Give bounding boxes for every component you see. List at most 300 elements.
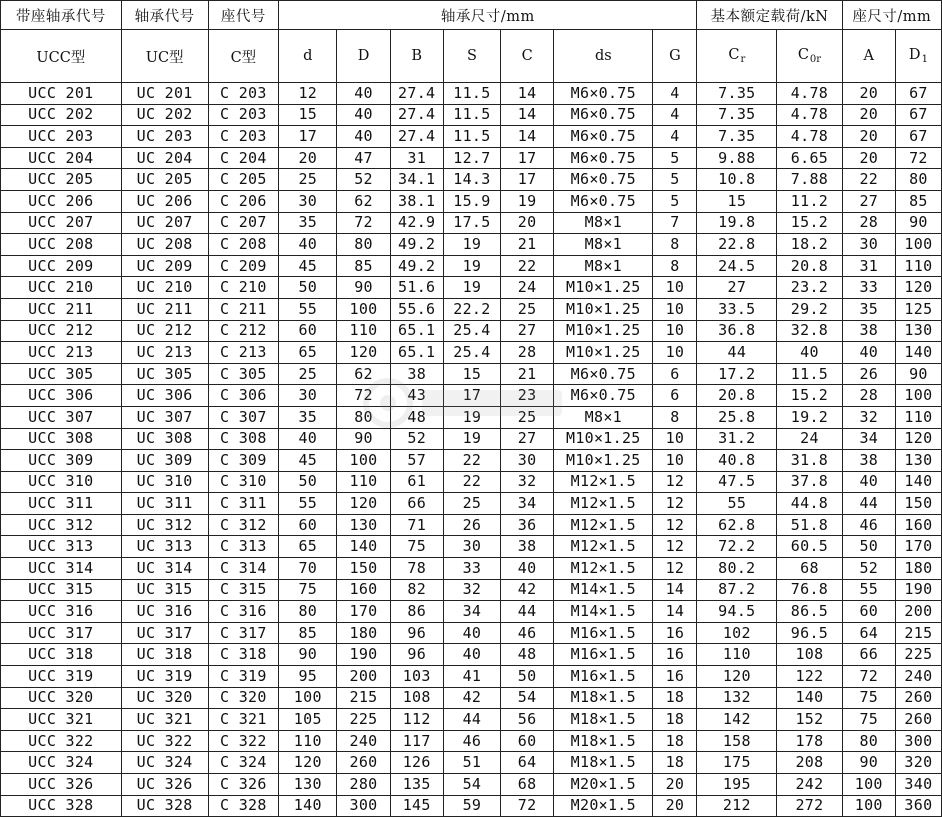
cell-G: 8	[653, 406, 697, 428]
cell-D: 140	[337, 536, 390, 558]
cell-ds: M10×1.25	[554, 277, 653, 299]
cell-Cr: 80.2	[697, 558, 777, 580]
cell-Cr: 27	[697, 277, 777, 299]
cell-ds: M12×1.5	[554, 514, 653, 536]
cell-C0r: 122	[777, 666, 842, 688]
cell-B: 61	[390, 471, 443, 493]
table-row	[1, 450, 942, 472]
cell-A: 28	[842, 212, 895, 234]
cell-ucc-code: UCC 328	[1, 795, 122, 817]
cell-B: 42.9	[390, 212, 443, 234]
table-row	[1, 190, 942, 212]
header-ucc-type: UCC型	[1, 30, 122, 83]
cell-A: 20	[842, 83, 895, 105]
cell-D: 62	[337, 363, 390, 385]
header-bearing-dimensions: 轴承尺寸/mm	[279, 1, 697, 30]
cell-D1: 150	[895, 493, 941, 515]
cell-S: 19	[443, 406, 500, 428]
cell-ds: M8×1	[554, 234, 653, 256]
cell-S: 44	[443, 709, 500, 731]
table-row	[1, 558, 942, 580]
cell-ds: M18×1.5	[554, 709, 653, 731]
cell-d: 25	[279, 363, 337, 385]
cell-Cr: 62.8	[697, 514, 777, 536]
cell-B: 38	[390, 363, 443, 385]
cell-ds: M12×1.5	[554, 536, 653, 558]
cell-B: 52	[390, 428, 443, 450]
cell-D1: 260	[895, 709, 941, 731]
cell-S: 22	[443, 450, 500, 472]
cell-c-code: C 206	[208, 190, 279, 212]
cell-ds: M6×0.75	[554, 169, 653, 191]
cell-c-code: C 310	[208, 471, 279, 493]
cell-ds: M8×1	[554, 406, 653, 428]
table-row	[1, 601, 942, 623]
cell-ucc-code: UCC 318	[1, 644, 122, 666]
cell-G: 10	[653, 342, 697, 364]
table-body	[1, 83, 942, 817]
cell-d: 130	[279, 774, 337, 796]
cell-ucc-code: UCC 206	[1, 190, 122, 212]
table-row	[1, 234, 942, 256]
cell-D: 200	[337, 666, 390, 688]
cell-c-code: C 208	[208, 234, 279, 256]
table-row	[1, 709, 942, 731]
cell-G: 10	[653, 320, 697, 342]
cell-A: 32	[842, 406, 895, 428]
cell-G: 5	[653, 190, 697, 212]
cell-B: 34.1	[390, 169, 443, 191]
table-row	[1, 255, 942, 277]
cell-c-code: C 203	[208, 83, 279, 105]
table-row	[1, 687, 942, 709]
cell-D: 225	[337, 709, 390, 731]
cell-uc-code: UC 309	[121, 450, 208, 472]
cell-c-code: C 313	[208, 536, 279, 558]
cell-G: 4	[653, 126, 697, 148]
cell-A: 27	[842, 190, 895, 212]
cell-A: 30	[842, 234, 895, 256]
cell-ds: M10×1.25	[554, 320, 653, 342]
cell-Cr: 31.2	[697, 428, 777, 450]
cell-Cr: 132	[697, 687, 777, 709]
cell-uc-code: UC 312	[121, 514, 208, 536]
cell-D1: 100	[895, 234, 941, 256]
cell-uc-code: UC 313	[121, 536, 208, 558]
cell-d: 80	[279, 601, 337, 623]
cell-Cr: 44	[697, 342, 777, 364]
cell-c-code: C 328	[208, 795, 279, 817]
cell-B: 103	[390, 666, 443, 688]
cell-d: 45	[279, 255, 337, 277]
table-row	[1, 342, 942, 364]
cell-S: 19	[443, 234, 500, 256]
cell-C: 44	[501, 601, 554, 623]
cell-D: 120	[337, 342, 390, 364]
table-row	[1, 730, 942, 752]
cell-d: 60	[279, 320, 337, 342]
cell-C: 46	[501, 622, 554, 644]
cell-B: 96	[390, 644, 443, 666]
cell-S: 54	[443, 774, 500, 796]
cell-C: 28	[501, 342, 554, 364]
cell-G: 18	[653, 687, 697, 709]
cell-S: 11.5	[443, 104, 500, 126]
cell-B: 27.4	[390, 126, 443, 148]
header-bearing-code: 轴承代号	[121, 1, 208, 30]
cell-S: 22	[443, 471, 500, 493]
cell-C: 68	[501, 774, 554, 796]
cell-B: 38.1	[390, 190, 443, 212]
cell-B: 117	[390, 730, 443, 752]
header-D1	[895, 30, 941, 83]
cell-C0r: 24	[777, 428, 842, 450]
cell-uc-code: UC 201	[121, 83, 208, 105]
cell-uc-code: UC 211	[121, 298, 208, 320]
cell-ucc-code: UCC 311	[1, 493, 122, 515]
cell-G: 4	[653, 104, 697, 126]
cell-ucc-code: UCC 210	[1, 277, 122, 299]
cell-uc-code: UC 315	[121, 579, 208, 601]
cell-S: 59	[443, 795, 500, 817]
cell-D1: 110	[895, 255, 941, 277]
cell-D: 180	[337, 622, 390, 644]
cell-S: 17.5	[443, 212, 500, 234]
cell-A: 64	[842, 622, 895, 644]
cell-ucc-code: UCC 322	[1, 730, 122, 752]
cell-S: 46	[443, 730, 500, 752]
cell-Cr: 212	[697, 795, 777, 817]
table-row	[1, 795, 942, 817]
cell-C0r: 86.5	[777, 601, 842, 623]
cell-G: 6	[653, 385, 697, 407]
cell-D1: 320	[895, 752, 941, 774]
cell-G: 12	[653, 471, 697, 493]
cell-S: 41	[443, 666, 500, 688]
cell-d: 120	[279, 752, 337, 774]
cell-D1: 80	[895, 169, 941, 191]
cell-uc-code: UC 321	[121, 709, 208, 731]
cell-Cr: 110	[697, 644, 777, 666]
cell-uc-code: UC 212	[121, 320, 208, 342]
cell-ucc-code: UCC 320	[1, 687, 122, 709]
cell-S: 25.4	[443, 342, 500, 364]
cell-Cr: 33.5	[697, 298, 777, 320]
cell-D1: 120	[895, 428, 941, 450]
cell-C: 50	[501, 666, 554, 688]
cell-D1: 125	[895, 298, 941, 320]
cell-S: 19	[443, 428, 500, 450]
cell-D: 90	[337, 428, 390, 450]
cell-A: 40	[842, 471, 895, 493]
cell-A: 31	[842, 255, 895, 277]
cell-d: 60	[279, 514, 337, 536]
cell-B: 27.4	[390, 104, 443, 126]
cell-D1: 140	[895, 471, 941, 493]
cell-D1: 130	[895, 450, 941, 472]
cell-D: 260	[337, 752, 390, 774]
cell-d: 95	[279, 666, 337, 688]
header-housing-dimensions: 座尺寸/mm	[842, 1, 941, 30]
cell-C0r: 18.2	[777, 234, 842, 256]
cell-C: 27	[501, 428, 554, 450]
cell-C0r: 76.8	[777, 579, 842, 601]
cell-S: 34	[443, 601, 500, 623]
cell-d: 17	[279, 126, 337, 148]
cell-c-code: C 203	[208, 104, 279, 126]
header-D: D	[337, 30, 390, 83]
cell-C: 17	[501, 147, 554, 169]
cell-c-code: C 316	[208, 601, 279, 623]
cell-ds: M6×0.75	[554, 83, 653, 105]
cell-B: 112	[390, 709, 443, 731]
cell-D: 52	[337, 169, 390, 191]
cell-d: 110	[279, 730, 337, 752]
cell-D: 190	[337, 644, 390, 666]
cell-ucc-code: UCC 315	[1, 579, 122, 601]
cell-D: 47	[337, 147, 390, 169]
cell-d: 85	[279, 622, 337, 644]
cell-ucc-code: UCC 203	[1, 126, 122, 148]
cell-C0r: 23.2	[777, 277, 842, 299]
cell-c-code: C 326	[208, 774, 279, 796]
cell-ds: M10×1.25	[554, 298, 653, 320]
cell-A: 20	[842, 126, 895, 148]
cell-c-code: C 307	[208, 406, 279, 428]
cell-B: 27.4	[390, 83, 443, 105]
cell-ds: M6×0.75	[554, 126, 653, 148]
cell-ucc-code: UCC 213	[1, 342, 122, 364]
cell-d: 100	[279, 687, 337, 709]
cell-A: 40	[842, 342, 895, 364]
cell-Cr: 158	[697, 730, 777, 752]
cell-C0r: 19.2	[777, 406, 842, 428]
cell-C0r: 4.78	[777, 83, 842, 105]
cell-C: 25	[501, 298, 554, 320]
cell-S: 25	[443, 493, 500, 515]
cell-B: 78	[390, 558, 443, 580]
cell-Cr: 87.2	[697, 579, 777, 601]
cell-A: 26	[842, 363, 895, 385]
cell-d: 35	[279, 406, 337, 428]
cell-A: 28	[842, 385, 895, 407]
cell-ucc-code: UCC 319	[1, 666, 122, 688]
cell-C: 14	[501, 126, 554, 148]
cell-C0r: 272	[777, 795, 842, 817]
cell-ds: M16×1.5	[554, 666, 653, 688]
cell-C0r: 108	[777, 644, 842, 666]
cell-ds: M6×0.75	[554, 104, 653, 126]
cell-c-code: C 306	[208, 385, 279, 407]
cell-C: 72	[501, 795, 554, 817]
cell-C0r: 60.5	[777, 536, 842, 558]
cell-D1: 130	[895, 320, 941, 342]
cell-C: 34	[501, 493, 554, 515]
cell-C0r: 4.78	[777, 126, 842, 148]
header-C0r-sub: 0r	[809, 54, 822, 65]
cell-S: 32	[443, 579, 500, 601]
cell-d: 12	[279, 83, 337, 105]
cell-C0r: 140	[777, 687, 842, 709]
cell-G: 20	[653, 774, 697, 796]
cell-Cr: 24.5	[697, 255, 777, 277]
cell-G: 14	[653, 579, 697, 601]
cell-A: 72	[842, 666, 895, 688]
cell-d: 65	[279, 536, 337, 558]
cell-G: 12	[653, 558, 697, 580]
cell-d: 90	[279, 644, 337, 666]
cell-D: 40	[337, 104, 390, 126]
cell-D1: 225	[895, 644, 941, 666]
cell-D1: 100	[895, 385, 941, 407]
cell-D: 90	[337, 277, 390, 299]
cell-C0r: 96.5	[777, 622, 842, 644]
cell-uc-code: UC 324	[121, 752, 208, 774]
cell-uc-code: UC 210	[121, 277, 208, 299]
cell-Cr: 72.2	[697, 536, 777, 558]
cell-Cr: 19.8	[697, 212, 777, 234]
cell-C: 54	[501, 687, 554, 709]
cell-B: 49.2	[390, 255, 443, 277]
cell-ds: M20×1.5	[554, 795, 653, 817]
cell-c-code: C 315	[208, 579, 279, 601]
table-row	[1, 147, 942, 169]
cell-G: 16	[653, 666, 697, 688]
cell-D1: 90	[895, 212, 941, 234]
cell-D1: 72	[895, 147, 941, 169]
cell-uc-code: UC 319	[121, 666, 208, 688]
cell-D: 72	[337, 385, 390, 407]
cell-c-code: C 213	[208, 342, 279, 364]
cell-c-code: C 312	[208, 514, 279, 536]
table-row	[1, 385, 942, 407]
cell-B: 55.6	[390, 298, 443, 320]
cell-uc-code: UC 205	[121, 169, 208, 191]
cell-c-code: C 319	[208, 666, 279, 688]
cell-C: 60	[501, 730, 554, 752]
cell-A: 38	[842, 450, 895, 472]
cell-d: 65	[279, 342, 337, 364]
cell-c-code: C 324	[208, 752, 279, 774]
header-housing-bearing-code: 带座轴承代号	[1, 1, 122, 30]
cell-S: 14.3	[443, 169, 500, 191]
cell-B: 96	[390, 622, 443, 644]
cell-ucc-code: UCC 316	[1, 601, 122, 623]
cell-ucc-code: UCC 209	[1, 255, 122, 277]
cell-D1: 67	[895, 126, 941, 148]
cell-A: 60	[842, 601, 895, 623]
cell-D1: 340	[895, 774, 941, 796]
cell-C0r: 20.8	[777, 255, 842, 277]
cell-G: 10	[653, 277, 697, 299]
cell-A: 33	[842, 277, 895, 299]
cell-G: 4	[653, 83, 697, 105]
cell-ucc-code: UCC 310	[1, 471, 122, 493]
cell-G: 16	[653, 644, 697, 666]
cell-ds: M14×1.5	[554, 601, 653, 623]
cell-B: 75	[390, 536, 443, 558]
cell-C: 14	[501, 83, 554, 105]
cell-d: 25	[279, 169, 337, 191]
cell-D1: 67	[895, 83, 941, 105]
cell-D: 40	[337, 83, 390, 105]
cell-ds: M8×1	[554, 212, 653, 234]
cell-G: 10	[653, 428, 697, 450]
cell-C: 30	[501, 450, 554, 472]
cell-c-code: C 211	[208, 298, 279, 320]
cell-ucc-code: UCC 212	[1, 320, 122, 342]
cell-S: 12.7	[443, 147, 500, 169]
cell-D: 110	[337, 320, 390, 342]
cell-C0r: 4.78	[777, 104, 842, 126]
cell-uc-code: UC 208	[121, 234, 208, 256]
cell-G: 5	[653, 147, 697, 169]
cell-D1: 90	[895, 363, 941, 385]
cell-D1: 200	[895, 601, 941, 623]
cell-c-code: C 321	[208, 709, 279, 731]
cell-ucc-code: UCC 312	[1, 514, 122, 536]
table-row	[1, 493, 942, 515]
cell-S: 22.2	[443, 298, 500, 320]
cell-Cr: 40.8	[697, 450, 777, 472]
cell-A: 20	[842, 147, 895, 169]
header-Cr-sub: r	[740, 54, 746, 65]
cell-d: 20	[279, 147, 337, 169]
cell-C: 38	[501, 536, 554, 558]
cell-ds: M12×1.5	[554, 558, 653, 580]
cell-ds: M12×1.5	[554, 471, 653, 493]
cell-d: 50	[279, 277, 337, 299]
cell-B: 145	[390, 795, 443, 817]
table-row	[1, 104, 942, 126]
cell-ds: M18×1.5	[554, 752, 653, 774]
header-basic-load-rating: 基本额定载荷/kN	[697, 1, 842, 30]
cell-S: 19	[443, 277, 500, 299]
cell-uc-code: UC 213	[121, 342, 208, 364]
cell-C: 56	[501, 709, 554, 731]
cell-ds: M6×0.75	[554, 190, 653, 212]
cell-ds: M6×0.75	[554, 147, 653, 169]
cell-C0r: 68	[777, 558, 842, 580]
cell-uc-code: UC 322	[121, 730, 208, 752]
cell-ucc-code: UCC 308	[1, 428, 122, 450]
cell-uc-code: UC 306	[121, 385, 208, 407]
cell-Cr: 120	[697, 666, 777, 688]
cell-ucc-code: UCC 305	[1, 363, 122, 385]
cell-ucc-code: UCC 321	[1, 709, 122, 731]
cell-d: 140	[279, 795, 337, 817]
cell-D: 240	[337, 730, 390, 752]
cell-D: 72	[337, 212, 390, 234]
cell-ds: M16×1.5	[554, 622, 653, 644]
cell-ds: M18×1.5	[554, 687, 653, 709]
cell-D: 100	[337, 298, 390, 320]
cell-A: 38	[842, 320, 895, 342]
cell-ds: M20×1.5	[554, 774, 653, 796]
cell-d: 55	[279, 298, 337, 320]
cell-d: 15	[279, 104, 337, 126]
cell-D: 170	[337, 601, 390, 623]
cell-S: 51	[443, 752, 500, 774]
cell-B: 71	[390, 514, 443, 536]
cell-A: 55	[842, 579, 895, 601]
header-d: d	[279, 30, 337, 83]
cell-A: 75	[842, 709, 895, 731]
cell-D: 160	[337, 579, 390, 601]
cell-D1: 240	[895, 666, 941, 688]
cell-c-code: C 210	[208, 277, 279, 299]
cell-ds: M18×1.5	[554, 730, 653, 752]
